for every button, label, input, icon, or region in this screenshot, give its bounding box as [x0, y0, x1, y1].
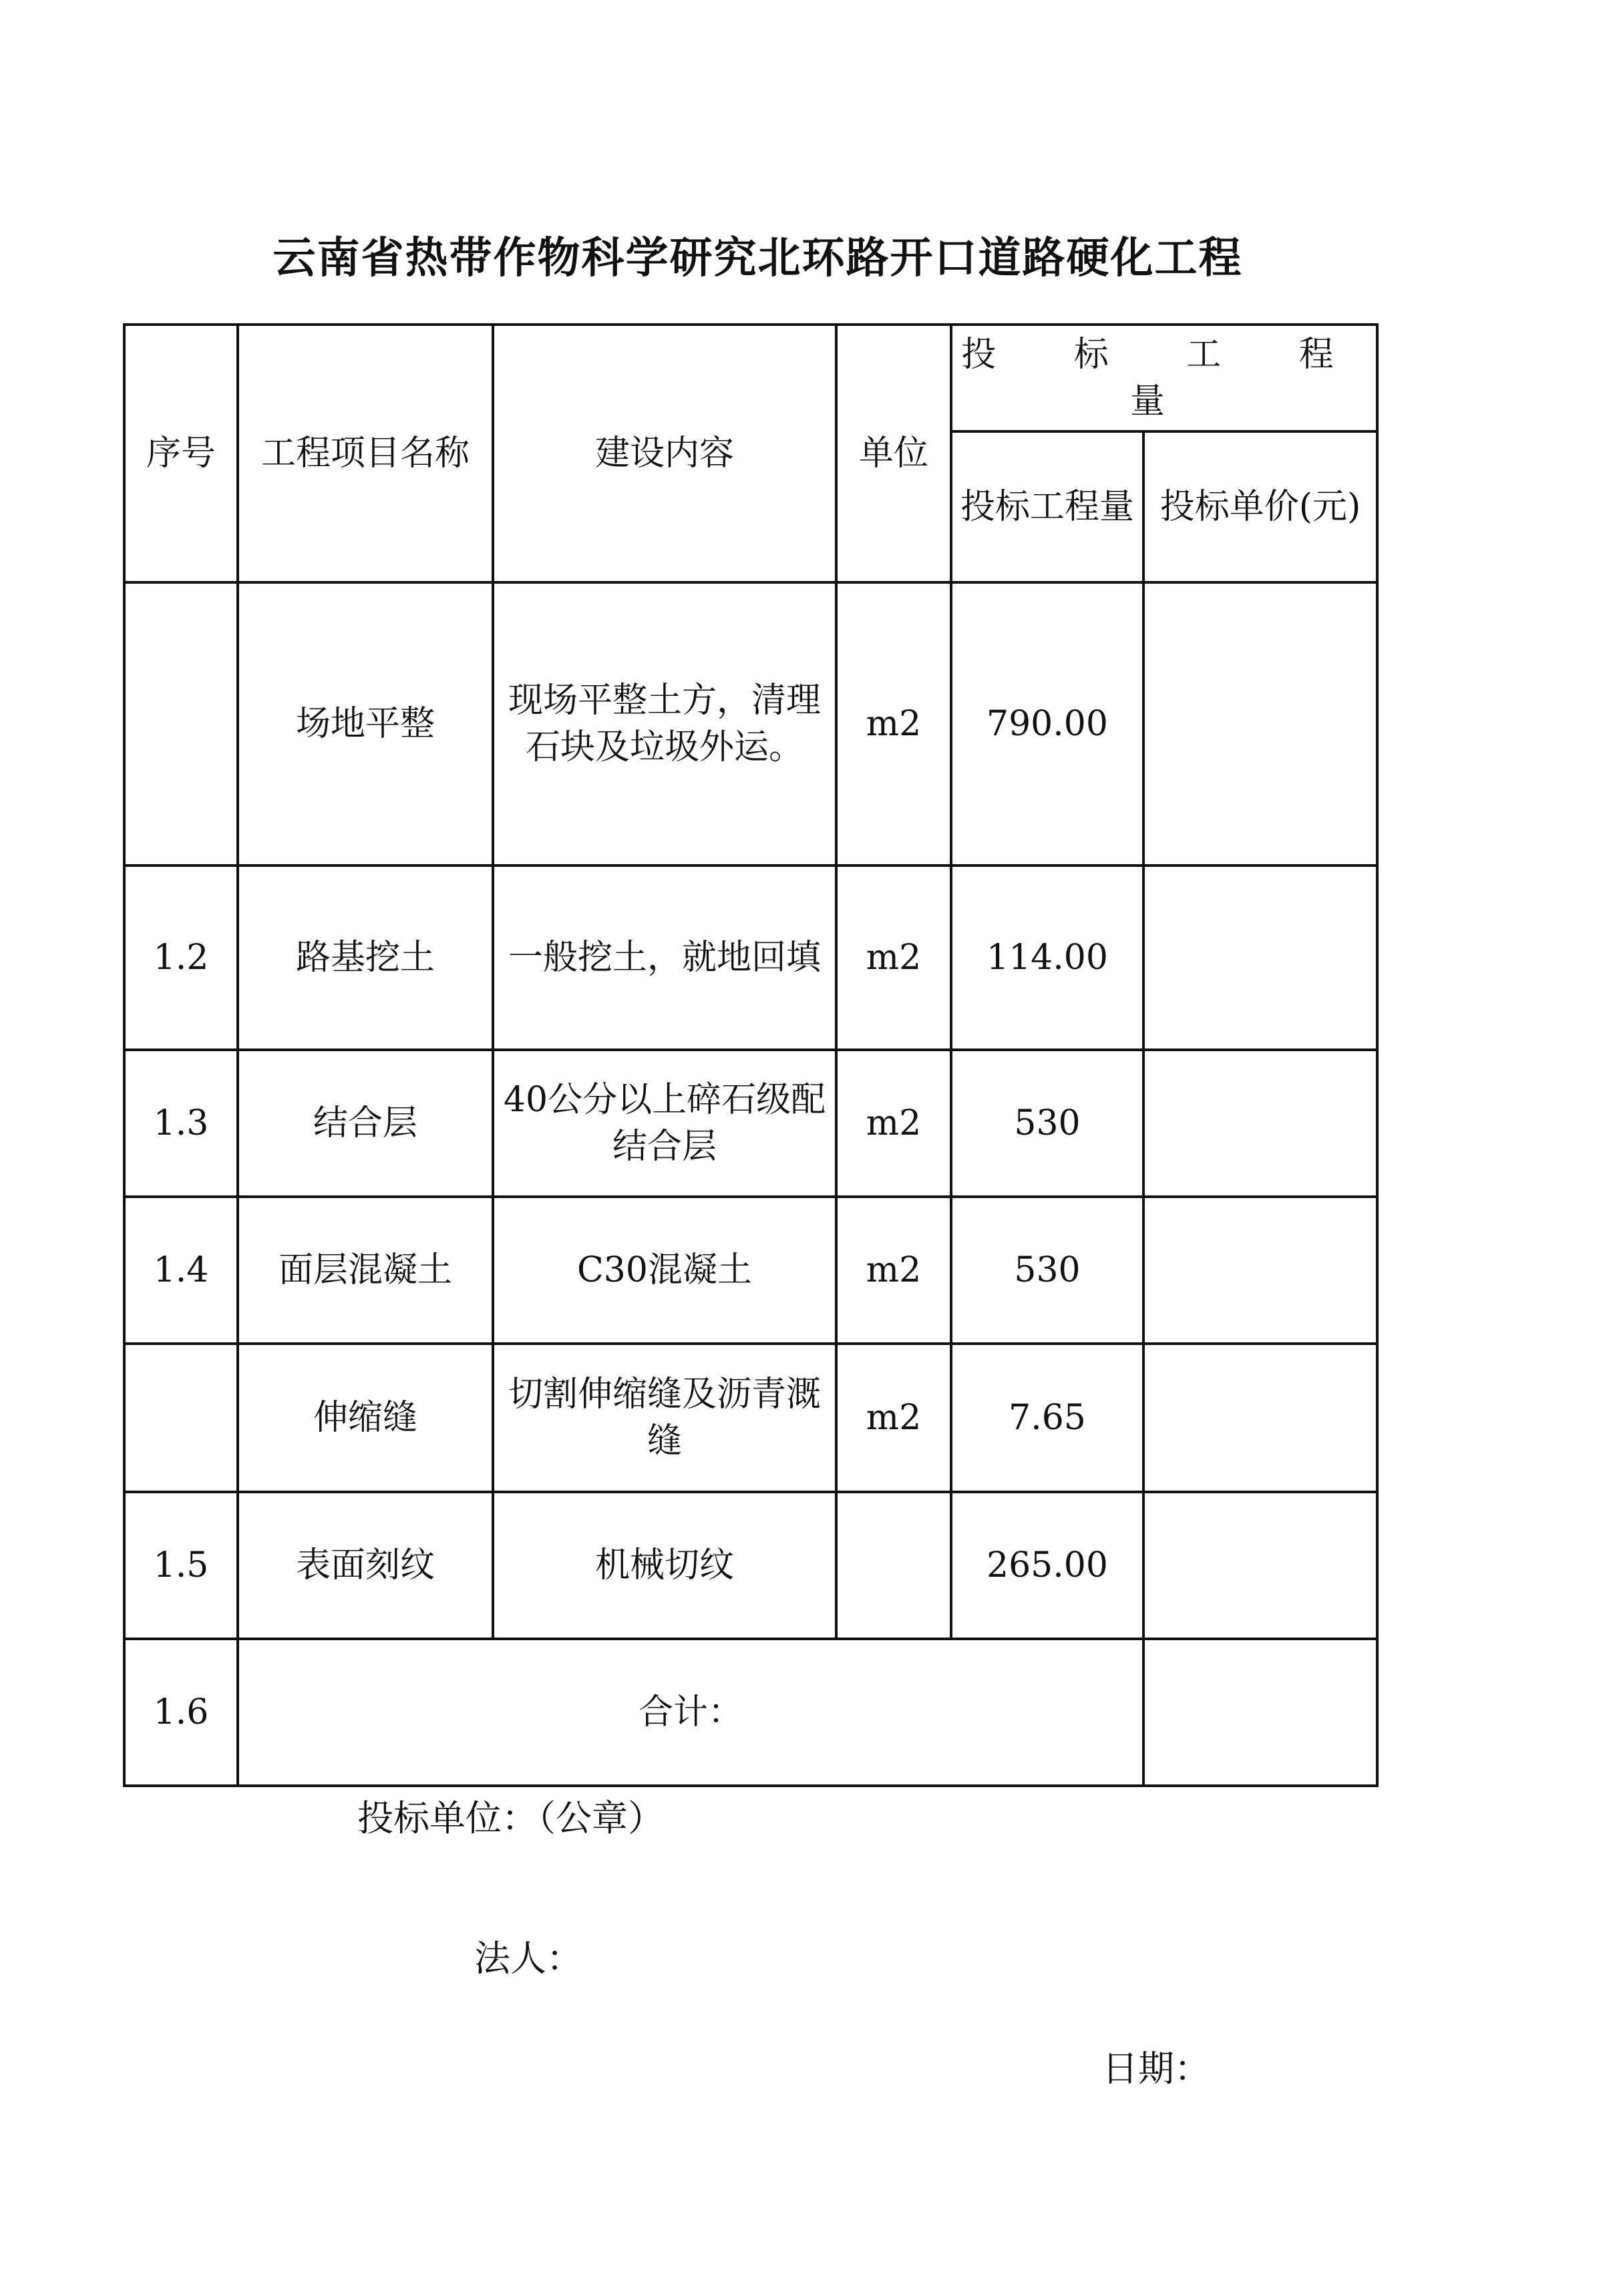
row-content: 现场平整土方，清理石块及垃圾外运。 — [493, 582, 836, 866]
header-bid-unit-price: 投标单价(元) — [1143, 431, 1377, 582]
header-bid-quantity: 投标工程量 — [951, 431, 1143, 582]
table-header-row — [124, 325, 1377, 431]
header-unit: 单位 — [836, 325, 951, 582]
table-row — [124, 866, 1377, 1050]
table-row — [124, 1492, 1377, 1639]
row-content: C30混凝土 — [493, 1197, 836, 1344]
row-name: 面层混凝土 — [238, 1197, 493, 1344]
row-unit: m2 — [836, 1050, 951, 1197]
row-unit-price — [1143, 1492, 1377, 1639]
row-quantity: 114.00 — [951, 866, 1143, 1050]
row-unit: m2 — [836, 1344, 951, 1492]
row-unit-price — [1143, 1197, 1377, 1344]
row-name: 场地平整 — [238, 582, 493, 866]
table-row — [124, 1344, 1377, 1492]
total-value — [1143, 1639, 1377, 1786]
header-content: 建设内容 — [493, 325, 836, 582]
header-seq: 序号 — [124, 325, 238, 582]
table-row — [124, 582, 1377, 866]
total-row — [124, 1639, 1377, 1786]
bidder-seal-label: 投标单位：（公章） — [357, 1797, 664, 1839]
row-content: 一般挖土，就地回填 — [493, 866, 836, 1050]
row-name: 表面刻纹 — [238, 1492, 493, 1639]
row-unit: m2 — [836, 866, 951, 1050]
row-unit-price — [1143, 582, 1377, 866]
header-bid-quantity-group: 投 标 工 程 量 — [951, 325, 1377, 431]
row-quantity: 265.00 — [951, 1492, 1143, 1639]
row-quantity: 530 — [951, 1050, 1143, 1197]
row-seq: 1.5 — [124, 1492, 238, 1639]
table-row — [124, 1050, 1377, 1197]
row-unit-price — [1143, 1344, 1377, 1492]
legal-person-label: 法人： — [474, 1937, 582, 1979]
row-unit — [836, 1492, 951, 1639]
total-seq: 1.6 — [124, 1639, 238, 1786]
row-name: 结合层 — [238, 1050, 493, 1197]
row-name: 伸缩缝 — [238, 1344, 493, 1492]
row-content: 切割伸缩缝及沥青溉缝 — [493, 1344, 836, 1492]
row-seq: 1.3 — [124, 1050, 238, 1197]
row-quantity: 7.65 — [951, 1344, 1143, 1492]
row-unit-price — [1143, 1050, 1377, 1197]
row-seq — [124, 1344, 238, 1492]
document-title: 云南省热带作物科学研究北环路开口道路硬化工程 — [273, 234, 1243, 283]
table-row — [124, 1197, 1377, 1344]
bid-quantity-table — [123, 323, 1379, 1787]
row-seq: 1.4 — [124, 1197, 238, 1344]
row-unit: m2 — [836, 1197, 951, 1344]
row-content: 机械切纹 — [493, 1492, 836, 1639]
row-seq — [124, 582, 238, 866]
header-project-name: 工程项目名称 — [238, 325, 493, 582]
total-label: 合计： — [238, 1639, 1143, 1786]
row-unit-price — [1143, 866, 1377, 1050]
row-quantity: 790.00 — [951, 582, 1143, 866]
row-seq: 1.2 — [124, 866, 238, 1050]
date-label: 日期： — [1102, 2048, 1210, 2090]
row-quantity: 530 — [951, 1197, 1143, 1344]
row-name: 路基挖土 — [238, 866, 493, 1050]
row-content: 40公分以上碎石级配结合层 — [493, 1050, 836, 1197]
row-unit: m2 — [836, 582, 951, 866]
